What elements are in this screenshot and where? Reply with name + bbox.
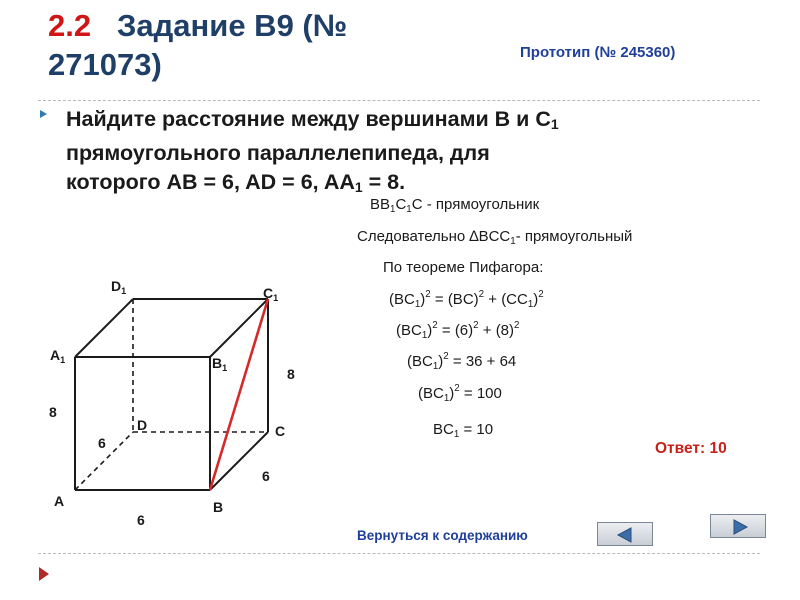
bottom-divider	[38, 553, 760, 554]
right-arrow-icon	[711, 515, 767, 539]
label-D1: $D_1$	[111, 278, 127, 296]
solution-line-1: $BB_1C_1C$ - прямоугольник	[370, 196, 540, 215]
answer-text: Ответ: 10	[655, 440, 727, 457]
solution-line-3: По теореме Пифагора:	[383, 259, 544, 276]
back-to-contents-link[interactable]: Вернуться к содержанию	[357, 528, 528, 543]
label-AA1-length: 8	[49, 404, 57, 420]
label-C: C	[275, 423, 286, 439]
label-A1: $A_1$	[50, 347, 66, 365]
label-C1: $C_1$	[263, 285, 279, 303]
solution-line-8: $BC_1 = 10$	[433, 421, 494, 440]
triangle-marker-icon	[38, 566, 50, 582]
prototype-label: Прототип (№ 245360)	[520, 44, 676, 61]
label-CC1-length: 8	[287, 366, 295, 382]
edge-A1D1	[75, 299, 133, 357]
title-id: 271073)	[48, 47, 162, 82]
label-AD-length: 6	[98, 435, 106, 451]
label-BC-length: 6	[262, 468, 270, 484]
label-AB-length: 6	[137, 512, 145, 528]
solution-line-6: $(BC_1)^2 = 36 + 64$	[407, 351, 517, 372]
next-slide-button[interactable]	[710, 514, 766, 538]
task-number: 2.2	[48, 8, 92, 43]
left-arrow-icon	[598, 523, 654, 547]
label-B: B	[213, 499, 224, 515]
title-text: Задание B9 (№	[116, 8, 348, 43]
solution-line-5: $(BC_1)^2 = (6)^2 + (8)^2$	[396, 320, 520, 341]
label-D: D	[137, 417, 148, 433]
label-B1: $B_1$	[212, 355, 228, 373]
solution-line-2: Следовательно $\Delta BCC_1-$ прямоугольный	[357, 228, 633, 247]
task-statement: Найдите расстояние между вершинами B и $C_1$ прямоугольного параллелепипеда, для которого AB = 6, AD = 6, $AA_1 = 8$.	[66, 107, 559, 195]
solution-line-7: $(BC_1)^2 = 100$	[418, 383, 502, 404]
solution-line-4: $(BC_1)^2 = (BC)^2 + (CC_1)^2$	[389, 289, 544, 310]
prev-slide-button[interactable]	[597, 522, 653, 546]
label-A: A	[54, 493, 65, 509]
